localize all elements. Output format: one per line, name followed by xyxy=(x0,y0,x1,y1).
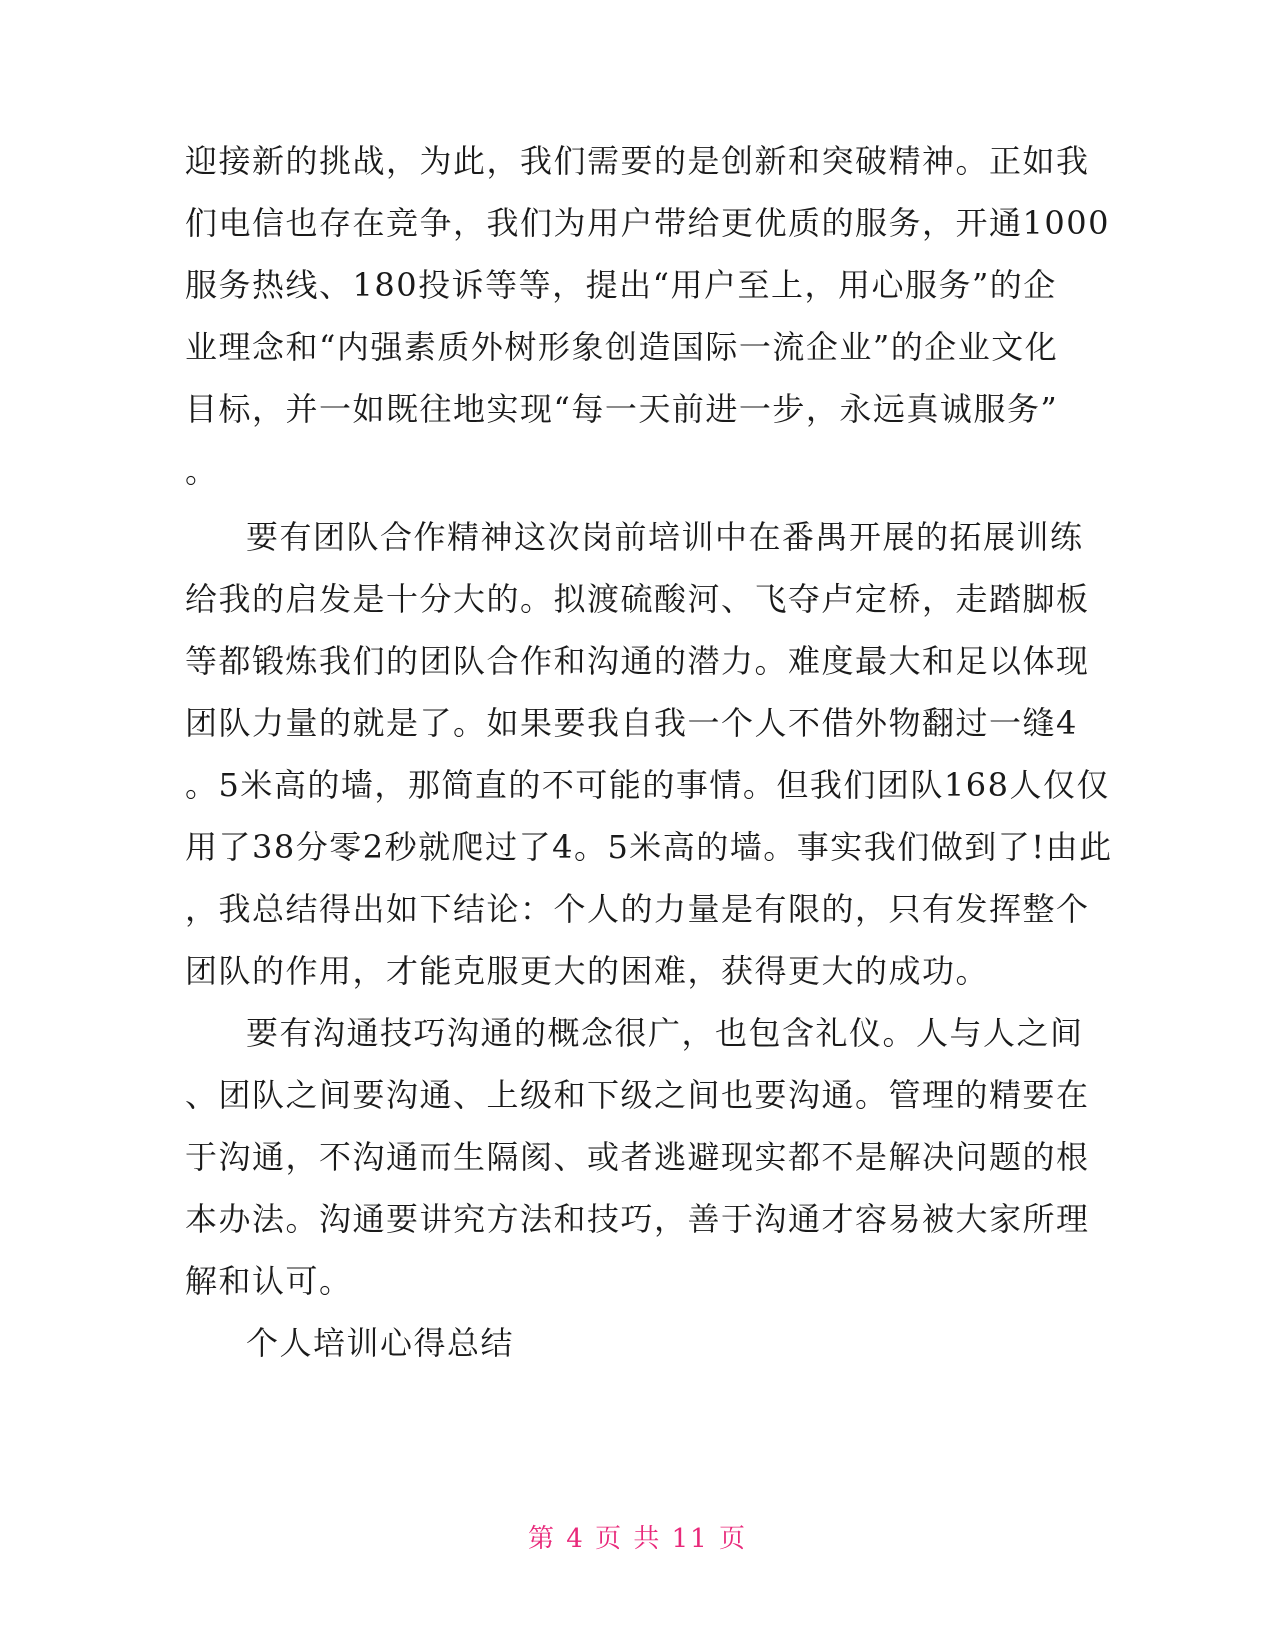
text-line: 目标，并一如既往地实现“每一天前进一步，永远真诚服务” xyxy=(185,390,1059,428)
text-line: 。5米高的墙，那简直的不可能的事情。但我们团队168人仅仅 xyxy=(185,766,1110,804)
text-line: 要有团队合作精神这次岗前培训中在番禺开展的拓展训练 xyxy=(246,518,1084,556)
text-line: 团队力量的就是了。如果要我自我一个人不借外物翻过一缝4 xyxy=(185,704,1078,742)
text-line: 用了38分零2秒就爬过了4。5米高的墙。事实我们做到了!由此 xyxy=(185,828,1113,866)
text-line: 业理念和“内强素质外树形象创造国际一流企业”的企业文化 xyxy=(185,328,1059,366)
page-number-footer: 第 4 页 共 11 页 xyxy=(528,1524,747,1554)
paragraph-1 xyxy=(185,130,1110,502)
text-line: 本办法。沟通要讲究方法和技巧，善于沟通才容易被大家所理 xyxy=(185,1200,1090,1238)
text-line: 。 xyxy=(185,452,219,490)
text-line: 团队的作用，才能克服更大的困难，获得更大的成功。 xyxy=(185,952,990,990)
document-body xyxy=(185,130,1113,1374)
text-line: 、团队之间要沟通、上级和下级之间也要沟通。管理的精要在 xyxy=(185,1076,1090,1114)
text-line: 服务热线、180投诉等等，提出“用户至上，用心服务”的企 xyxy=(185,266,1057,304)
text-line: 要有沟通技巧沟通的概念很广，也包含礼仪。人与人之间 xyxy=(246,1014,1084,1052)
heading-text: 个人培训心得总结 xyxy=(246,1324,515,1362)
text-line: ，我总结得出如下结论：个人的力量是有限的，只有发挥整个 xyxy=(185,890,1090,928)
text-line: 们电信也存在竞争，我们为用户带给更优质的服务，开通1000 xyxy=(185,204,1110,242)
text-line: 于沟通，不沟通而生隔阂、或者逃避现实都不是解决问题的根 xyxy=(185,1138,1090,1176)
text-line: 迎接新的挑战，为此，我们需要的是创新和突破精神。正如我 xyxy=(185,142,1090,180)
section-heading xyxy=(185,1312,1085,1374)
paragraph-2 xyxy=(185,506,1113,1002)
text-line: 等都锻炼我们的团队合作和沟通的潜力。难度最大和足以体现 xyxy=(185,642,1090,680)
text-line: 解和认可。 xyxy=(185,1262,353,1300)
text-line: 给我的启发是十分大的。拟渡硫酸河、飞夺卢定桥，走踏脚板 xyxy=(185,580,1090,618)
paragraph-3 xyxy=(185,1002,1090,1312)
